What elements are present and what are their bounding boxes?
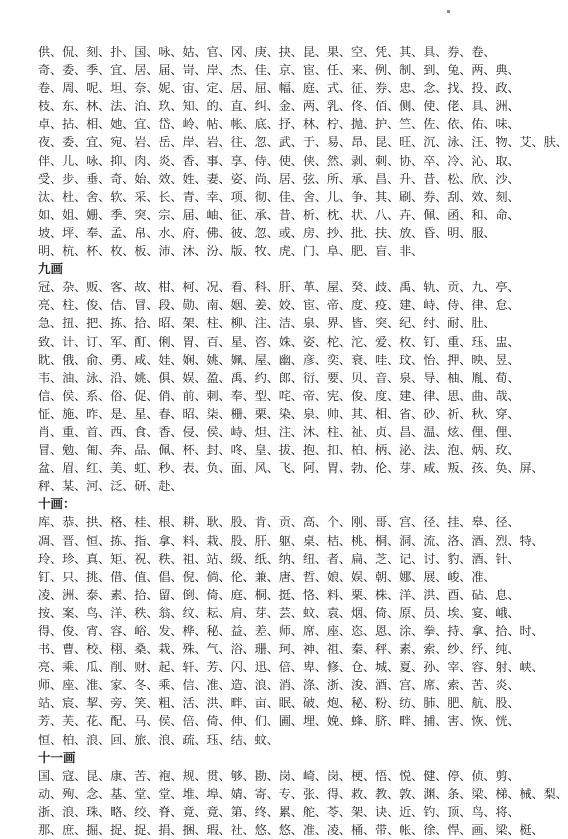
- character-line: 急、扭、把、拣、拾、昭、架、柱、柳、注、洁、泉、界、皆、突、纪、纣、耐、肚、: [38, 316, 496, 331]
- character-line: 明、杭、杯、枚、板、沛、沐、汾、版、牧、虎、门、阜、肥、盲、非、: [38, 244, 424, 259]
- section-heading: 十一画: [38, 749, 76, 765]
- character-line: 玲、珍、真、矩、祝、秩、祖、站、级、纸、纳、纽、者、扁、芝、记、讨、豹、酒、针、: [38, 551, 520, 566]
- character-line: 得、俊、宵、容、峪、发、桦、秘、益、差、师、席、座、恣、恩、涂、拳、持、拿、拾、时、: [38, 624, 544, 638]
- character-line: 如、姐、姗、季、突、宗、届、岫、征、承、昔、析、枕、状、八、卉、佩、函、和、命、: [38, 207, 520, 222]
- character-line: 眈、俄、俞、勇、咸、娃、娴、姚、姵、屋、幽、彦、奕、衰、哇、玟、怡、押、映、昱、: [38, 352, 520, 367]
- character-line: 国、寇、昆、康、苦、袍、规、贯、够、勘、岗、崎、岗、梗、悟、悦、健、停、侦、剪、: [38, 768, 520, 783]
- character-line: 枝、东、林、法、泊、玖、知、的、直、纠、金、两、乳、佟、佰、侧、使、佬、具、洲、: [38, 99, 520, 114]
- character-line: 浙、浪、珠、略、绞、脊、竟、竟、第、终、累、舵、苓、架、诀、近、钓、顶、鸟、将、: [38, 804, 520, 819]
- character-line: 怔、施、昨、是、星、春、昭、柒、栅、栗、染、泉、帅、其、相、省、砂、祈、秋、穿、: [38, 406, 520, 421]
- character-line: 受、步、垂、奇、始、效、姓、妻、姿、尚、居、弦、所、承、昌、升、昔、松、欣、沙、: [38, 171, 520, 186]
- character-line: 书、曹、校、栩、桑、栽、殊、气、浴、珊、珂、神、祖、秦、秤、素、索、纱、纾、纯、: [38, 642, 520, 657]
- character-line: 凋、晋、恒、拣、指、拿、料、栽、股、肝、躯、桌、桔、桃、桐、洞、流、洛、酒、烈、特、: [38, 533, 544, 548]
- character-line: 卓、拈、相、她、宜、岱、岭、帖、帐、底、抒、林、柠、抛、护、竺、佐、依、佑、味、: [38, 117, 520, 132]
- corner-mark: [447, 10, 450, 13]
- character-line: 供、侃、刻、扑、国、咏、姑、官、冈、庚、抉、昆、果、空、凭、其、具、券、卷、: [38, 45, 496, 59]
- character-line: 卷、周、呢、坦、奈、妮、宙、定、居、屈、幅、庭、式、征、券、忠、念、找、投、政、: [38, 81, 520, 96]
- character-line: 恒、柏、浪、回、旅、浪、疏、珏、结、蚊、: [38, 732, 279, 747]
- character-line: 库、恭、拱、格、桂、根、耕、耿、股、肯、贡、高、个、刚、哥、宫、径、挂、皋、径、: [38, 515, 520, 530]
- character-line: 奇、委、季、宜、居、届、岢、岸、杰、佳、京、宦、任、来、例、制、到、兔、两、典、: [38, 63, 520, 78]
- character-line: 信、侯、系、俗、促、俏、前、刺、奉、型、咤、帝、宪、俊、度、建、律、思、曲、哉、: [38, 388, 520, 403]
- character-list: [38, 43, 568, 839]
- character-line: 冠、杂、贩、客、故、柑、柯、况、看、科、肝、革、屋、癸、歧、禹、轨、贡、九、亭、: [38, 280, 520, 295]
- character-line: 伴、儿、咏、抑、肉、炎、香、事、享、侍、使、侠、然、剥、刺、协、卒、冷、沁、取、: [38, 153, 520, 168]
- section-heading: 十画：: [38, 496, 76, 512]
- character-line: 夜、委、宜、宛、岩、岳、岸、岩、往、忽、武、于、易、昂、昆、旺、沉、泳、汪、物、艾、肤、: [38, 135, 568, 150]
- character-line: 那、庶、掘、捉、捉、捐、捆、瑕、社、悠、悠、准、凌、桶、带、帐、徐、悍、画、梁、梃、: [38, 823, 544, 838]
- character-line: 亮、柱、俊、佶、冒、段、勋、南、姻、姜、姣、宦、帝、度、疫、建、峙、侍、律、怠、: [38, 298, 520, 313]
- character-line: 韦、油、泳、沿、姚、俱、娱、盈、禹、约、郎、衍、要、贝、音、泉、导、柚、胤、荀、: [38, 370, 520, 385]
- character-line: 秤、某、河、泛、研、赴、: [38, 479, 183, 494]
- character-line: 师、座、准、家、冬、乘、信、准、造、浪、消、涤、浙、浚、酒、宫、席、索、苦、炎、: [38, 678, 520, 693]
- character-line: 凌、洲、泰、素、拾、留、倒、倚、庭、桐、挺、恪、料、栗、株、洋、洪、酉、砧、息、: [38, 587, 520, 602]
- character-line: 盆、眉、红、美、虹、秒、表、负、面、风、飞、阿、胃、勃、伦、芽、咸、叛、孩、奂、屏、: [38, 461, 544, 476]
- character-line: 亮、乘、瓜、削、财、起、轩、芳、闪、迅、倍、卑、修、仓、城、夏、孙、宰、容、射、峡、: [38, 660, 544, 675]
- character-line: 钉、只、挑、借、值、倡、倪、倘、伦、兼、唐、哲、娘、娱、朝、娜、展、峻、准、: [38, 569, 496, 584]
- character-line: 动、殉、念、基、堂、堂、堆、埠、婧、寄、专、张、得、救、教、敦、渊、条、梁、梯、械、梨、: [38, 786, 568, 801]
- character-line: 冒、勉、匍、奔、品、佩、杯、封、咚、皇、拔、抱、扣、柏、柄、泌、法、泡、炳、玫、: [38, 443, 520, 458]
- character-line: 汰、杜、舍、软、采、长、青、幸、项、彻、佳、舍、儿、争、其、刷、券、刮、效、刻、: [38, 189, 520, 204]
- character-line: 坡、坪、奉、孟、帛、水、府、佛、彼、忽、或、房、抄、批、扶、放、昏、明、服、: [38, 225, 496, 240]
- character-line: 芳、芙、花、配、马、侯、倍、倚、伸、们、圃、埋、娩、蜂、脐、畔、捕、害、恢、恍、: [38, 714, 520, 729]
- section-heading: 九画: [38, 261, 64, 277]
- character-line: 肖、重、首、西、食、香、侵、侯、峙、炟、注、沐、柱、祉、贞、昌、温、炫、俚、俚、: [38, 424, 520, 439]
- character-line: 按、案、鸟、洋、秩、翁、纹、耘、肩、芽、芸、蚊、袁、烟、倚、原、员、埃、宴、峨、: [38, 605, 520, 620]
- character-line: 致、计、订、军、酊、俐、胃、百、星、咨、姝、姿、柁、沱、爱、枚、钉、重、珏、盅、: [38, 334, 520, 349]
- character-line: 站、宸、挈、旁、笑、粗、活、洪、畔、亩、眠、破、炮、秘、粉、纺、肺、肥、航、股、: [38, 696, 520, 711]
